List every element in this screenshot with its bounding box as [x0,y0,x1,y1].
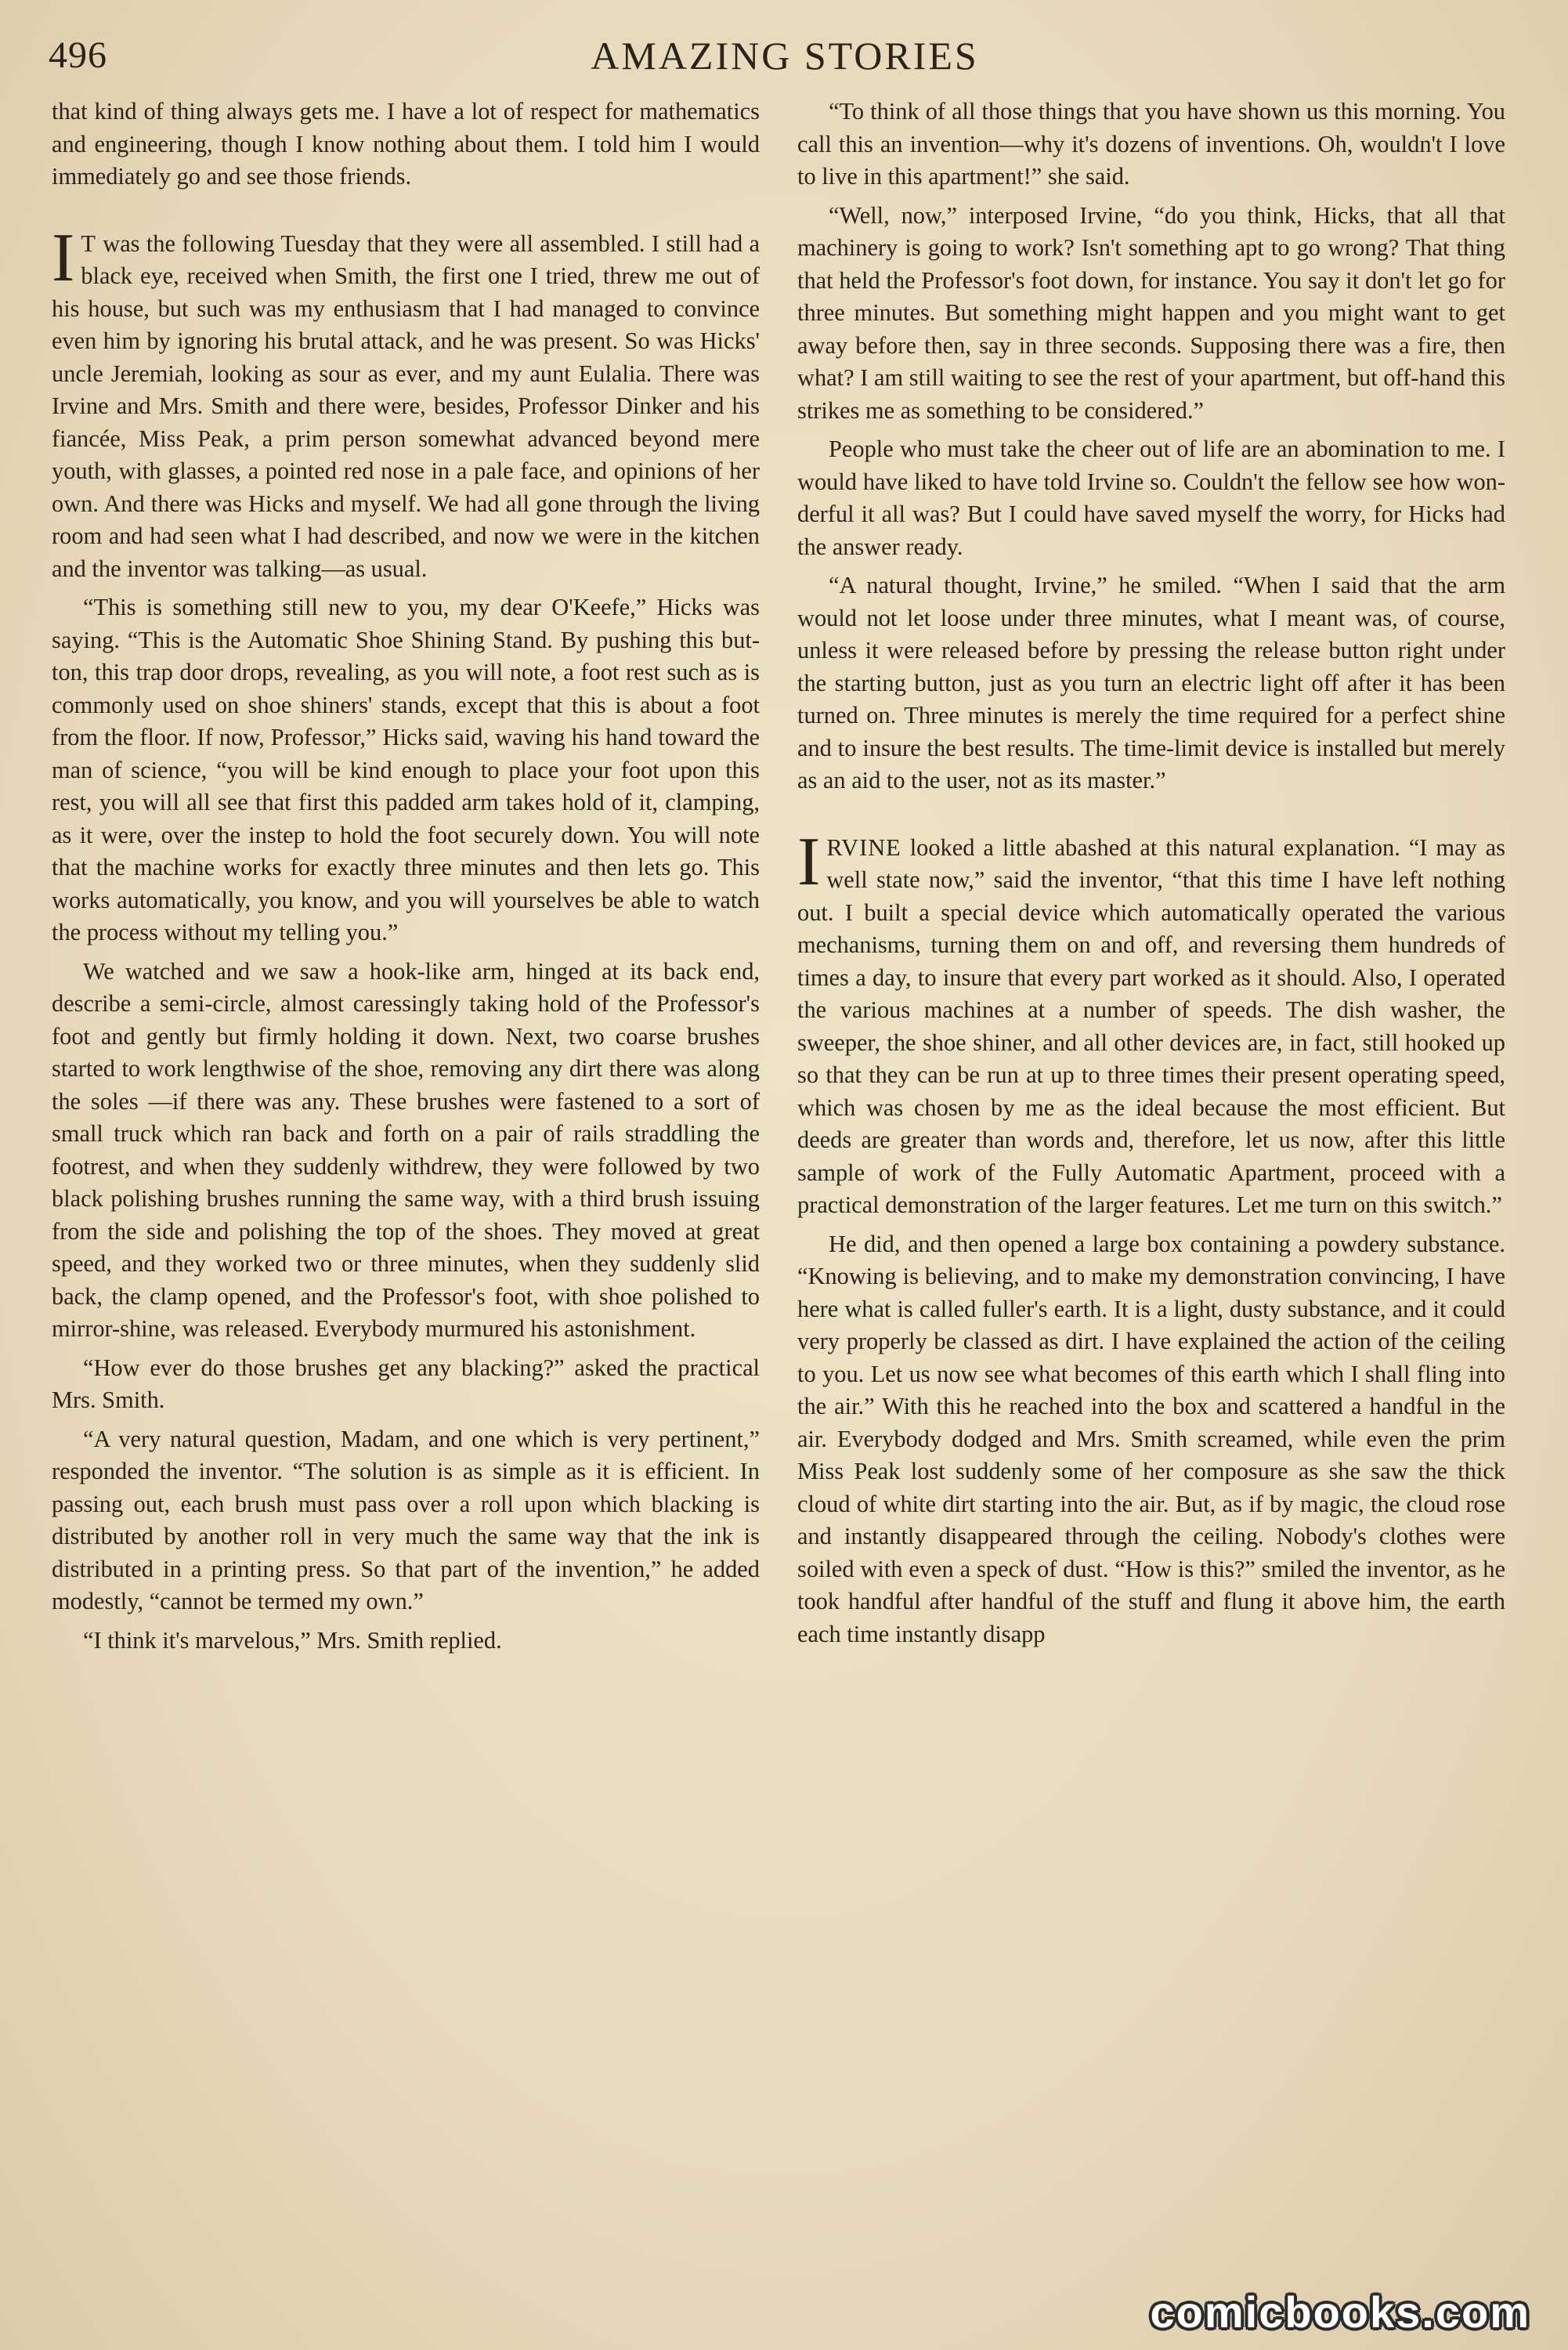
page-header [49,28,1521,83]
drop-cap: I [52,219,75,296]
lead-in-caps: RVINE [826,833,901,861]
watermark-logo: comicbooks.com [1150,2287,1530,2337]
right-column [797,96,1505,2328]
paragraph-text: looked a little abashed at this natural explanation. “I may as well state now,” said the inventor, “that this time I have left nothing out. I built a special device which automatically operated the various mechanisms, turning them on and off, and reversing them hundreds of times a day, to insure that every part worked as it should. Also, I operated the various machines at a number of speeds. The dish washer, the sweeper, the shoe shiner, and all other devices are, in fact, still hooked up so that they can be run at up to three times their present operating speed, which was chosen by me as the ideal because the most efficient. But deeds are greater than words and, therefore, let us now, after this little sample of work of the Fully Automatic Apartment, proceed with a practical demonstration of the larger features. Let me turn on this switch.” [797,833,1505,1218]
paragraph: “I think it's marvelous,” Mrs. Smith replied. [83,1626,502,1654]
left-column [52,96,760,2328]
paragraph: “A natural thought, Irvine,” he smiled. “When I said that the arm would not let loose under three minutes, what I meant was, of course, unless it were released before by pressing the release button right under the starting button, just as you turn an electric light off after it has been turned on. Three minutes is merely the time required for a perfect shine and to insure the best results. The time-limit device is installed but merely as an aid to the user, not as its master.” [797,572,1505,794]
paragraph: that kind of thing always gets me. I have a lot of respect for mathematics and engineering, though I know nothing about them. I told him I would immediately go and see those friends. [52,98,760,190]
running-title: AMAZING STORIES [591,34,979,78]
section-opening-paragraph [52,219,760,586]
paragraph-text: was the following Tuesday that they were all assembled. I still had a black eye, received when Smith, the first one I tried, threw me out of his house, but such was my enthusiasm that I had managed to convince even him by ignoring his brutal attack, and he was present. So was Hicks' uncle Jeremiah, looking as sour as ever, and my aunt Eulalia. There was Irvine and Mrs. Smith and there were, besides, Professor Dinker and his fiancée, Miss Peak, a prim person somewhat advanced beyond mere youth, with glasses, a pointed red nose in a pale face, and opinions of her own. And there was Hicks and myself. We had all gone through the living room and had seen what I had described, and now we were in the kitchen and the inventor was talking—as usual. [52,230,760,582]
drop-cap: I [797,823,821,900]
paragraph: “To think of all those things that you have shown us this morning. You call this an invention—why it's dozens of inventions. Oh, wouldn't I love to live in this apartment!” she said. [797,98,1505,190]
paragraph: We watched and we saw a hook-like arm, hinged at its back end, describe a semi-circle, almost caressingly taking hold of the Professor's foot and gently but firmly holding it down. Next, two coarse brushes started to work lengthwise of the shoe, removing any dirt there was along the soles —if there was any. These brushes were fastened to a sort of small truck which ran back and forth on a pair of rails straddling the footrest, and when they suddenly withdrew, they were followed by two black polishing brushes running the same way, with a third brush issuing from the side and polishing the top of the shoes. They moved at great speed, and they worked two or three minutes, when they suddenly slid back, the clamp opened, and the Professor's foot, with shoe polished to mirror-shine, was released. Everybody murmured his astonishment. [52,957,760,1342]
paragraph: “This is something still new to you, my dear O'Keefe,” Hicks was saying. “This is the Automatic Shoe Shining Stand. By pushing this button, this trap door drops, revealing, as you will note, a foot rest such as is commonly used on shoe shiners' stands, except that this is about a foot from the floor. If now, Professor,” Hicks said, waving his hand toward the man of science, “you will be kind enough to place your foot upon this rest, you will all see that first this padded arm takes hold of it, clamping, as it were, over the instep to hold the foot securely down. You will note that the machine works for exactly three minutes and then lets go. This works automatically, you know, and you will yourselves be able to watch the process without my telling you.” [52,594,760,945]
paragraph: “How ever do those brushes get any blacking?” asked the practical Mrs. Smith. [52,1354,760,1413]
section-opening-paragraph [797,823,1505,1222]
lead-in-caps: T [81,230,96,257]
paragraph: He did, and then opened a large box containing a powdery substance. “Knowing is believing, and to make my demonstration convincing, I have here what is called fuller's earth. It is a light, dusty substance, and it could very properly be classed as dirt. I have explained the action of the ceiling to you. Let us now see what becomes of this earth which I shall fling into the air.” With this he reached into the box and scattered a handful in the air. Everybody dodged and Mrs. Smith screamed, while even the prim Miss Peak lost suddenly some of her composure as she saw the thick cloud of white dirt starting into the air. But, as if by magic, the cloud rose and instantly disappeared through the ceiling. Nobody's clothes were soiled with even a speck of dust. “How is this?” smiled the inventor, as he took handful after handful of the stuff and flung it above him, the earth each time instantly disapp [797,1230,1505,1647]
paragraph: People who must take the cheer out of life are an abomination to me. I would have liked to have told Irvine so. Couldn't the fellow see how wonderful it all was? But I could have saved myself the worry, for Hicks had the answer ready. [797,436,1505,560]
page-number: 496 [49,34,107,76]
paragraph: “Well, now,” interposed Irvine, “do you think, Hicks, that all that machinery is going to work? Isn't something apt to go wrong? That thing that held the Professor's foot down, for instance. You say it don't let go for three minutes. But something might happen and you might want to get away before then, say in three seconds. Supposing there was a fire, then what? I am still waiting to see the rest of your apartment, but off-hand this strikes me as something to be considered.” [797,201,1505,424]
paragraph: “A very natural question, Madam, and one which is very pertinent,” responded the inventor. “The solution is as simple as it is efficient. In passing out, each brush must pass over a roll upon which blacking is distributed by another roll in very much the same way that the ink is distributed in a printing press. So that part of the invention,” he added modestly, “cannot be termed my own.” [52,1425,760,1614]
